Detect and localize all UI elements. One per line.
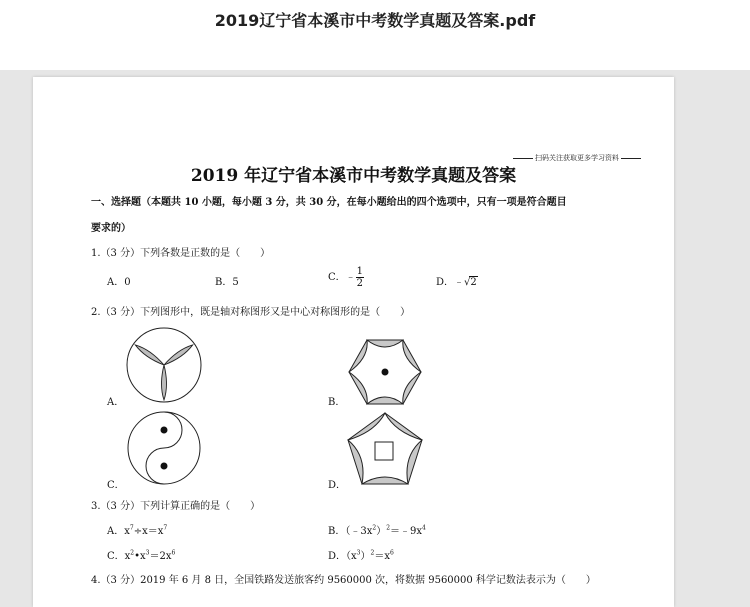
document-page[interactable]: [33, 77, 674, 607]
q1-option-b: B．5: [215, 277, 239, 288]
q1-c-fraction: [356, 266, 364, 289]
note-dash-left: [513, 158, 533, 159]
q1-c-denominator: 2: [356, 278, 364, 289]
q3-a-part: A．x: [107, 526, 130, 537]
q3-b-exp: 2: [386, 524, 391, 532]
q3-d-exp: 2: [370, 549, 375, 557]
qr-note-text: 扫码关注获取更多学习资料: [535, 154, 619, 162]
q3-b-part: ）: [376, 526, 387, 537]
q3-d-exp: 6: [389, 549, 394, 557]
q1-option-d: [436, 273, 478, 288]
pentagon-square-figure: [345, 410, 425, 488]
q3-d-part: ）: [360, 551, 371, 562]
q3-option-d: [328, 547, 394, 562]
q3-b-exp: 2: [372, 524, 377, 532]
q3-c-exp: 2: [130, 549, 135, 557]
q3-d-part: D．（x: [328, 551, 357, 562]
q3-stem: 3.（3 分）下列计算正确的是（ ）: [91, 501, 261, 512]
q3-c-part: C．x: [107, 551, 131, 562]
yin-yang-figure: [126, 410, 202, 486]
q2-option-d-label: D．: [328, 480, 347, 491]
q1-c-numerator: 1: [356, 266, 364, 277]
q3-c-part: •x: [134, 551, 146, 562]
q4-stem: 4.（3 分）2019 年 6 月 8 日，全国铁路发送旅客约 9560000 次，将数据 9560000 科学记数法表示为（ ）: [91, 575, 596, 586]
file-title: 2019辽宁省本溪市中考数学真题及答案.pdf: [214, 11, 536, 30]
q3-d-exp: 3: [356, 549, 361, 557]
q3-b-part: B．（﹣3x: [328, 526, 373, 537]
q3-d-part: ＝x: [374, 551, 390, 562]
q3-a-exp: 7: [163, 524, 168, 532]
q3-option-a: [107, 522, 167, 537]
q3-c-exp: 6: [171, 549, 176, 557]
hexagon-arcs-figure: [345, 332, 425, 412]
q1-option-c: [328, 266, 364, 289]
q1-d-prefix: D．﹣: [436, 277, 465, 288]
q1-d-radicand: 2: [470, 277, 477, 288]
q2-option-a-label: A．: [107, 397, 125, 408]
paper-title: 2019 年辽宁省本溪市中考数学真题及答案: [190, 166, 517, 186]
q2-stem: 2.（3 分）下列图形中，既是轴对称图形又是中心对称图形的是（ ）: [91, 307, 411, 318]
q3-c-part: ＝2x: [149, 551, 172, 562]
q3-option-c: [107, 547, 175, 562]
q1-stem: 1.（3 分）下列各数是正数的是（ ）: [91, 248, 271, 259]
sqrt-sign-icon: √: [464, 277, 471, 288]
q3-a-exp: 7: [129, 524, 134, 532]
q3-b-exp: 4: [422, 524, 426, 532]
q1-c-prefix: C．﹣: [328, 272, 356, 283]
q3-a-part: ÷x＝x: [133, 526, 164, 537]
viewer-header: [0, 0, 750, 70]
section-heading-line1: 一、选择题（本题共 10 小题，每小题 3 分，共 30 分，在每小题给出的四个选项中，只有一项是符合题目: [91, 197, 567, 208]
q2-option-c-label: C．: [107, 480, 125, 491]
q3-b-part: ＝﹣9x: [390, 526, 423, 537]
three-petal-circle-figure: [124, 325, 204, 405]
note-dash-right: [621, 158, 641, 159]
section-heading-line2: 要求的）: [91, 223, 131, 234]
q3-option-b: [328, 522, 426, 537]
q3-c-exp: 3: [145, 549, 150, 557]
q1-option-a: A．0: [107, 277, 131, 288]
q2-option-b-label: B．: [328, 397, 346, 408]
